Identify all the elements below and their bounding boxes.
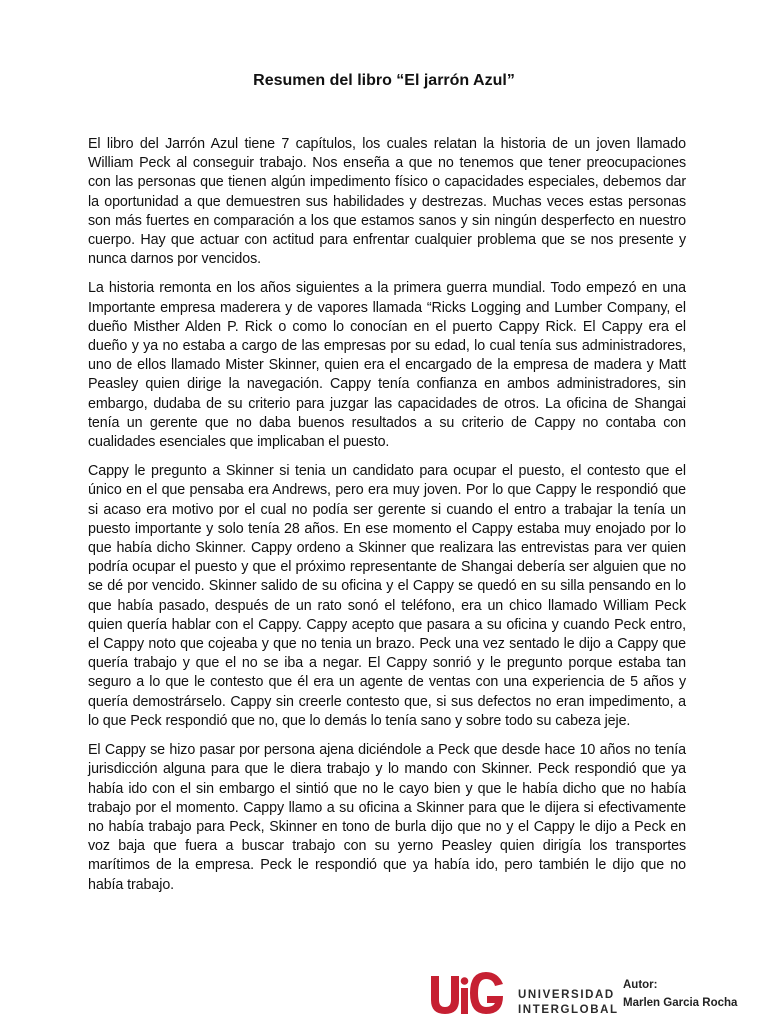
university-line-2: INTERGLOBAL — [518, 1003, 619, 1016]
author-name: Marlen Garcia Rocha — [623, 997, 738, 1009]
university-logo — [428, 966, 506, 1016]
university-name — [518, 988, 619, 1017]
author-block — [623, 976, 737, 1012]
paragraph: El Cappy se hizo pasar por persona ajena diciéndole a Peck que desde hace 10 años no tenía jurisdicción alguna para que le diera trabajo y lo mando con Skinner. Peck respondió que ya había ido con el sin embargo el sintió que no le cayo bien y que le había dicho que no había trabajo por el momento. Cappy llamo a su oficina a Skinner para que le dijera si efectivamente no había trabajo para Peck, Skinner en tono de burla dijo que no y el Cappy le dijo a Peck en voz baja que fuera a buscar trabajo con su yerno Peasley quien dirigía los transportes marítimos de la empresa. Peck le respondió que ya había ido, pero también le dijo que no había trabajo. — [88, 742, 686, 893]
document-title: Resumen del libro “El jarrón Azul” — [253, 72, 515, 89]
university-line-1: UNIVERSIDAD — [518, 989, 615, 1001]
author-label: Autor: — [623, 979, 658, 991]
footer — [428, 966, 758, 1020]
paragraph: El libro del Jarrón Azul tiene 7 capítulos, los cuales relatan la historia de un joven llamado William Peck al conseguir trabajo. Nos enseña a que no tenemos que tener preocupaciones con las personas que tienen algún impedimento físico o capacidades especiales, debemos dar la oportunidad a que demuestren sus habilidades y destrezas. Muchas veces estas personas son más fuertes en comparación a los que estamos sanos y sin ningún desperfecto en nuestro cuerpo. Hay que actuar con actitud para enfrentar cualquier problema que se nos presente y nunca darnos por vencidos. — [88, 136, 686, 268]
paragraph: La historia remonta en los años siguientes a la primera guerra mundial. Todo empezó en una Importante empresa maderera y de vapores llamada “Ricks Logging and Lumber Company, el dueño Misther Alden P. Rick o como lo conocían en el puerto Cappy Rick. El Cappy era el dueño y ya no estaba a cargo de las empresas por su edad, lo cual tenía sus administradores, uno de ellos llamado Mister Skinner, quien era el encargado de la empresa de madera y Matt Peasley quien dirige la navegación. Cappy tenía confianza en ambos administradores, sin embargo, dudaba de su criterio para juzgar las capacidades de otros. La oficina de Shangai tenía un gerente que no daba buenos resultados a su criterio de Cappy no contaba con cualidades esenciales que implicaban el puesto. — [88, 280, 686, 451]
document-body — [88, 135, 686, 905]
paragraph: Cappy le pregunto a Skinner si tenia un candidato para ocupar el puesto, el contesto que el único en el que pensaba era Andrews, pero era muy joven. Por lo que Cappy le respondió que si acaso era motivo por el cual no podía ser gerente si cuando el entro a trabajar la tenía un puesto importante y solo tenía 28 años. En ese momento el Cappy estaba muy enojado por lo que había dicho Skinner. Cappy ordeno a Skinner que realizara las entrevistas para ver quien podría ocupar el puesto y que el próximo representante de Shangai debería ser alguien que no se dé por vencido. Skinner salido de su oficina y el Cappy se quedó en su silla pensando en lo que había pasado, después de un rato sonó el teléfono, era un chico llamado William Peck quien quería hablar con el Cappy. Cappy acepto que pasara a su oficina y cuando Peck entro, el Cappy noto que cojeaba y que no tenia un brazo. Peck una vez sentado le dijo a Cappy que quería trabajo y que el no se iba a negar. El Cappy sonrió y le pregunto porque estaba tan seguro a lo que le contesto que él era un agente de ventas con una experiencia de 5 años y quería demostrárselo. Cappy sin creerle contesto que, si sus defectos no eran impedimento, a lo que Peck respondió que no, que lo demás lo tenía sano y sobre todo su cabeza jeje. — [88, 463, 686, 729]
